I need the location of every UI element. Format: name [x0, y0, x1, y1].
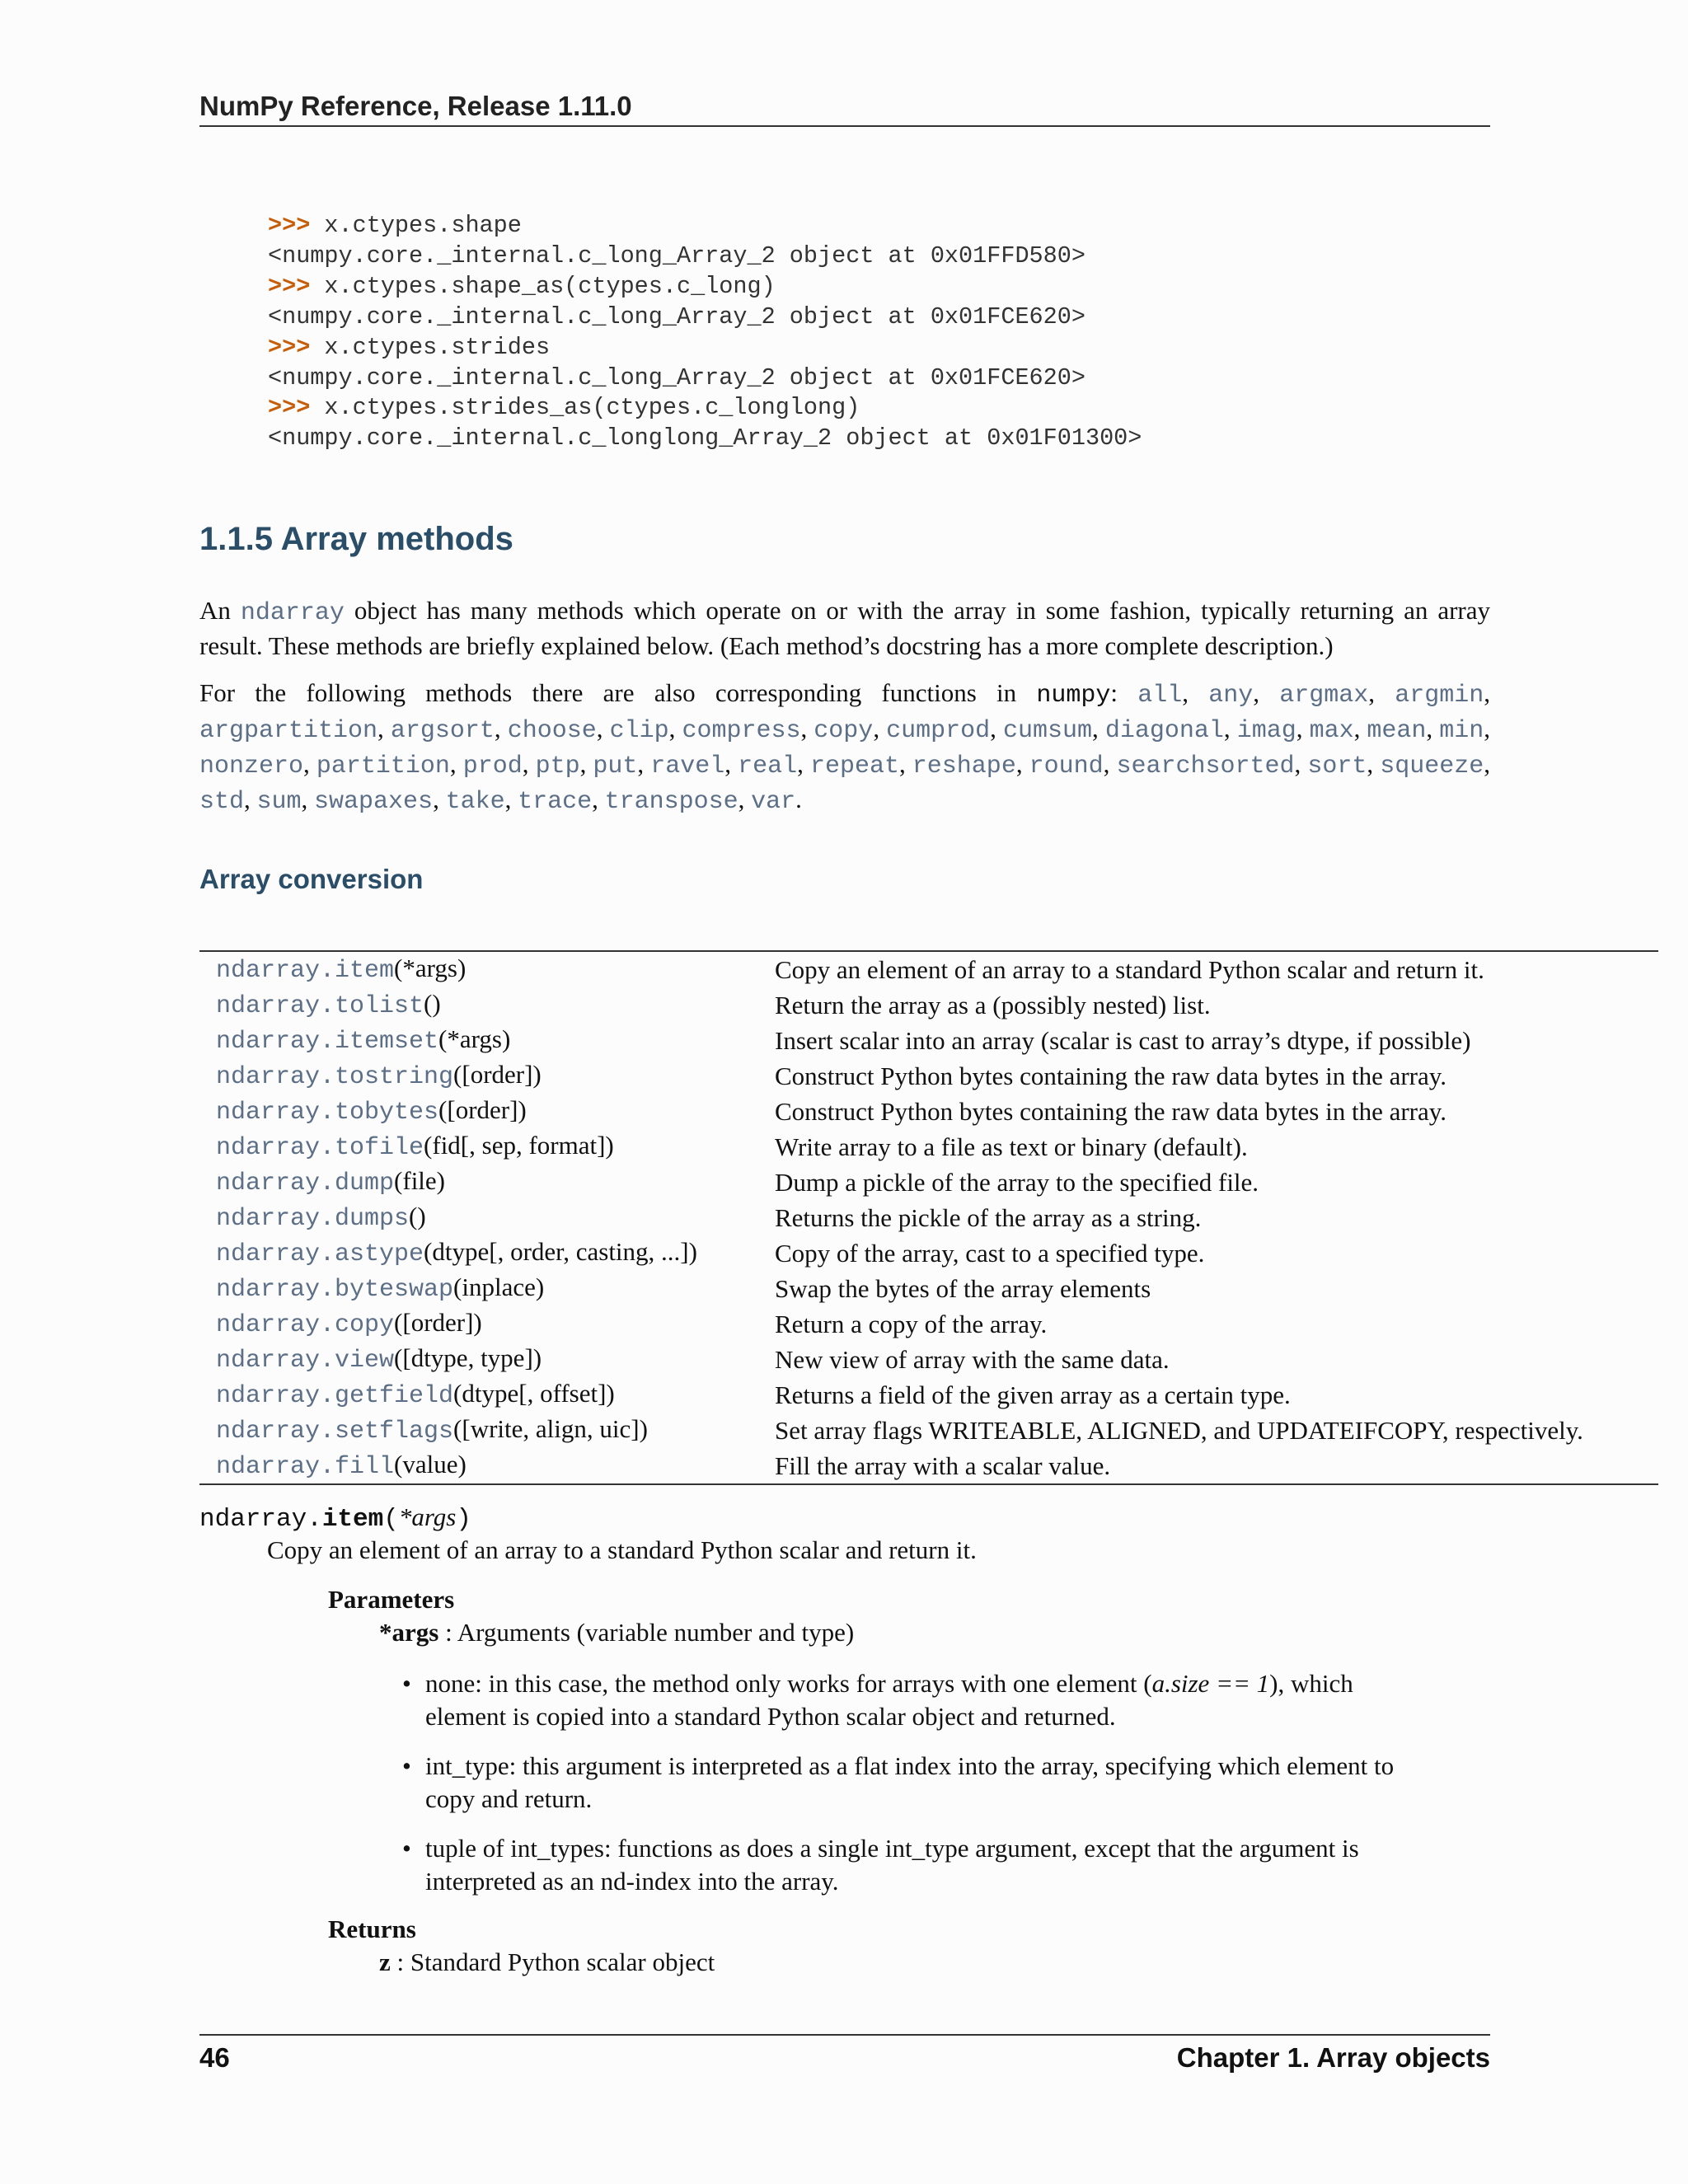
code-prompt: >>>	[268, 272, 325, 300]
method-description: Return the array as a (possibly nested) list.	[775, 990, 1211, 1019]
function-link-all[interactable]: all	[1137, 682, 1183, 710]
function-link-transpose[interactable]: transpose	[604, 788, 738, 816]
code-text: x.ctypes.shape_as(ctypes.c_long)	[324, 272, 776, 300]
function-separator: ,	[579, 749, 593, 778]
function-separator: ,	[377, 714, 391, 743]
code-prompt: >>>	[268, 212, 325, 239]
function-separator: ,	[1367, 749, 1381, 778]
param-name: *args	[379, 1618, 439, 1647]
table-row	[199, 1165, 1658, 1200]
function-separator: ,	[800, 714, 814, 743]
parameters-label: Parameters	[328, 1585, 455, 1614]
method-signature-cell	[199, 1306, 775, 1342]
method-args: ()	[424, 989, 441, 1018]
function-separator: ,	[637, 749, 651, 778]
table-row	[199, 1058, 1658, 1094]
function-separator: ,	[668, 714, 682, 743]
method-args: ([write, align, uic])	[453, 1414, 648, 1443]
bullet-dot: •	[402, 1669, 411, 1698]
returns-label: Returns	[328, 1915, 416, 1943]
method-description: Returns a field of the given array as a certain type.	[775, 1380, 1291, 1409]
function-separator: ,	[1294, 749, 1308, 778]
item-signature-open: (	[383, 1505, 399, 1534]
function-separator: ,	[494, 714, 508, 743]
param-bullet	[402, 1750, 1432, 1816]
method-signature-cell	[199, 951, 775, 987]
function-link-nonzero[interactable]: nonzero	[199, 752, 304, 780]
table-row	[199, 1023, 1658, 1058]
code-input-line	[268, 333, 1142, 363]
function-link-searchsorted[interactable]: searchsorted	[1116, 752, 1295, 780]
function-separator: ,	[596, 714, 610, 743]
method-args: (inplace)	[453, 1272, 545, 1301]
table-row	[199, 1306, 1658, 1342]
function-separator: ,	[797, 749, 810, 778]
method-signature-cell	[199, 1448, 775, 1484]
function-link-partition[interactable]: partition	[316, 752, 450, 780]
param-args	[379, 1618, 854, 1647]
bullet-dot: •	[402, 1834, 411, 1863]
code-text: x.ctypes.shape	[324, 212, 522, 239]
table-row	[199, 1377, 1658, 1413]
function-separator: ,	[1253, 678, 1280, 707]
table-row	[199, 1342, 1658, 1377]
function-link-sum[interactable]: sum	[256, 788, 302, 816]
bullet-text: tuple of int_types: functions as does a single int_type argument, except that the argument is interpreted as an nd-index into the array.	[425, 1834, 1359, 1896]
function-separator: ,	[244, 785, 257, 813]
return-type: Standard Python scalar object	[410, 1947, 715, 1976]
method-link[interactable]: ndarray.getfield	[216, 1382, 454, 1410]
method-link[interactable]: ndarray.tolist	[216, 992, 424, 1020]
section-title: 1.1.5 Array methods	[199, 521, 513, 557]
return-separator: :	[390, 1947, 410, 1976]
function-link-prod[interactable]: prod	[462, 752, 523, 780]
method-link[interactable]: ndarray.dumps	[216, 1205, 410, 1233]
method-signature-cell	[199, 1023, 775, 1058]
method-signature-cell	[199, 1377, 775, 1413]
function-link-std[interactable]: std	[199, 788, 245, 816]
function-link-real[interactable]: real	[738, 752, 798, 780]
method-args: (dtype[, offset])	[453, 1379, 615, 1408]
function-link-sort[interactable]: sort	[1307, 752, 1367, 780]
method-signature-cell	[199, 1129, 775, 1165]
function-link-argpartition[interactable]: argpartition	[199, 717, 378, 745]
method-args: ([order])	[394, 1308, 482, 1337]
function-link-choose[interactable]: choose	[507, 717, 597, 745]
function-link-copy[interactable]: copy	[814, 717, 874, 745]
method-signature-cell	[199, 1094, 775, 1129]
method-args: (*args)	[394, 954, 467, 982]
code-output-line	[268, 241, 1142, 272]
method-description: Write array to a file as text or binary (default).	[775, 1132, 1248, 1161]
method-signature-cell	[199, 1200, 775, 1235]
function-link-swapaxes[interactable]: swapaxes	[314, 788, 434, 816]
method-link[interactable]: ndarray.setflags	[216, 1418, 454, 1446]
function-link-ptp[interactable]: ptp	[535, 752, 580, 780]
function-link-argmin[interactable]: argmin	[1395, 682, 1484, 710]
function-separator: ,	[1426, 714, 1440, 743]
method-signature-cell	[199, 987, 775, 1023]
code-output-line	[268, 424, 1142, 454]
method-args: (dtype[, order, casting, ...])	[424, 1237, 697, 1266]
table-row	[199, 1448, 1658, 1484]
function-separator: ,	[1296, 714, 1310, 743]
method-link[interactable]: ndarray.astype	[216, 1240, 424, 1268]
method-link[interactable]: ndarray.fill	[216, 1453, 395, 1481]
function-separator: ,	[873, 714, 887, 743]
code-input-line	[268, 211, 1142, 241]
bullet-text: int_type: this argument is interpreted as a flat index into the array, specifying which element to copy and return.	[425, 1751, 1395, 1813]
subsection-title: Array conversion	[199, 864, 424, 894]
return-value	[379, 1947, 715, 1977]
code-prompt: >>>	[268, 394, 325, 422]
method-description: Swap the bytes of the array elements	[775, 1273, 1151, 1303]
function-link-round[interactable]: round	[1029, 752, 1104, 780]
method-link[interactable]: ndarray.dump	[216, 1169, 395, 1197]
function-separator: ,	[1484, 749, 1490, 778]
method-description: Insert scalar into an array (scalar is cast to array’s dtype, if possible)	[775, 1025, 1471, 1055]
code-output-line	[268, 363, 1142, 394]
param-type: Arguments (variable number and type)	[457, 1618, 855, 1647]
function-separator: ,	[592, 785, 605, 813]
method-signature-cell	[199, 1413, 775, 1448]
bullet-text-tail: ), which element is copied into a standard Python scalar object and returned.	[425, 1669, 1353, 1731]
item-description: Copy an element of an array to a standard Python scalar and return it.	[267, 1535, 977, 1564]
functions-paragraph	[199, 677, 1490, 818]
method-link[interactable]: ndarray.byteswap	[216, 1276, 454, 1304]
method-link[interactable]: ndarray.tostring	[216, 1063, 454, 1091]
method-description: Returns the pickle of the array as a string.	[775, 1202, 1202, 1232]
code-text: x.ctypes.strides	[324, 333, 551, 361]
bullet-emphasis: a.size == 1	[1151, 1669, 1270, 1698]
functions-colon: :	[1110, 678, 1138, 707]
function-link-clip[interactable]: clip	[609, 717, 669, 745]
function-link-max[interactable]: max	[1309, 717, 1354, 745]
footer-rule	[199, 2034, 1490, 2036]
return-name: z	[379, 1947, 391, 1976]
table-row	[199, 1094, 1658, 1129]
method-description: Copy an element of an array to a standard Python scalar and return it.	[775, 954, 1484, 984]
code-text: <numpy.core._internal.c_longlong_Array_2 object at 0x01F01300>	[268, 424, 1142, 452]
method-args: ()	[409, 1202, 426, 1230]
function-separator: ,	[301, 785, 315, 813]
function-separator: ,	[738, 785, 752, 813]
method-args: ([dtype, type])	[394, 1343, 542, 1372]
function-separator: ,	[1015, 749, 1029, 778]
method-description: Copy of the array, cast to a specified type.	[775, 1238, 1205, 1268]
code-block	[268, 211, 1142, 454]
function-separator: .	[795, 785, 802, 813]
table-row	[199, 1235, 1658, 1271]
item-signature-prefix: ndarray.	[199, 1505, 322, 1534]
function-separator: ,	[1484, 714, 1491, 743]
function-link-argsort[interactable]: argsort	[390, 717, 495, 745]
page-number: 46	[199, 2042, 230, 2073]
method-signature-cell	[199, 1235, 775, 1271]
function-link-mean[interactable]: mean	[1367, 717, 1427, 745]
param-bullet	[402, 1667, 1432, 1733]
method-args: (fid[, sep, format])	[424, 1131, 614, 1160]
method-args: (*args)	[438, 1024, 511, 1053]
method-link[interactable]: ndarray.tobytes	[216, 1099, 439, 1127]
item-signature-close: )	[456, 1505, 471, 1534]
method-description: New view of array with the same data.	[775, 1344, 1170, 1374]
function-link-put[interactable]: put	[593, 752, 638, 780]
param-bullet	[402, 1832, 1432, 1898]
function-separator: ,	[433, 785, 446, 813]
function-link-cumprod[interactable]: cumprod	[886, 717, 991, 745]
method-description: Fill the array with a scalar value.	[775, 1451, 1111, 1480]
function-link-cumsum[interactable]: cumsum	[1003, 717, 1093, 745]
method-signature-cell	[199, 1271, 775, 1306]
bullet-dot: •	[402, 1751, 411, 1780]
method-description: Construct Python bytes containing the raw data bytes in the array.	[775, 1096, 1447, 1126]
method-link[interactable]: ndarray.copy	[216, 1311, 395, 1339]
table-row	[199, 1413, 1658, 1448]
code-input-line	[268, 272, 1142, 302]
method-link[interactable]: ndarray.view	[216, 1347, 395, 1375]
function-link-compress[interactable]: compress	[682, 717, 801, 745]
function-link-repeat[interactable]: repeat	[809, 752, 899, 780]
item-signature-arg: *args	[398, 1502, 457, 1531]
bullet-text: none: in this case, the method only works for arrays with one element (	[425, 1669, 1152, 1698]
running-header: NumPy Reference, Release 1.11.0	[199, 91, 1490, 127]
code-text: <numpy.core._internal.c_long_Array_2 object at 0x01FCE620>	[268, 302, 1085, 330]
function-separator: ,	[522, 749, 536, 778]
function-link-ravel[interactable]: ravel	[650, 752, 725, 780]
code-prompt: >>>	[268, 333, 325, 361]
method-args: ([order])	[438, 1095, 527, 1124]
function-separator: ,	[303, 749, 316, 778]
function-separator: ,	[1484, 678, 1491, 707]
method-signature-cell	[199, 1165, 775, 1200]
numpy-module-name: numpy	[1036, 682, 1111, 710]
method-link[interactable]: ndarray.item	[216, 957, 395, 985]
methods-table	[199, 950, 1658, 1485]
function-separator: ,	[1223, 714, 1237, 743]
method-description: Construct Python bytes containing the raw data bytes in the array.	[775, 1061, 1447, 1090]
param-separator: :	[438, 1618, 457, 1647]
function-link-argmax[interactable]: argmax	[1279, 682, 1369, 710]
function-separator: ,	[1182, 678, 1209, 707]
function-separator: ,	[724, 749, 738, 778]
function-separator: ,	[449, 749, 463, 778]
function-link-min[interactable]: min	[1439, 717, 1484, 745]
function-separator: ,	[1353, 714, 1367, 743]
code-output-line	[268, 302, 1142, 333]
chapter-title: Chapter 1. Array objects	[1176, 2042, 1490, 2073]
function-link-take[interactable]: take	[445, 788, 505, 816]
method-signature-cell	[199, 1058, 775, 1094]
function-separator: ,	[898, 749, 912, 778]
function-link-reshape[interactable]: reshape	[912, 752, 1016, 780]
method-description: Set array flags WRITEABLE, ALIGNED, and UPDATEIFCOPY, respectively.	[775, 1415, 1583, 1445]
code-text: <numpy.core._internal.c_long_Array_2 object at 0x01FFD580>	[268, 241, 1085, 269]
code-text: <numpy.core._internal.c_long_Array_2 object at 0x01FCE620>	[268, 363, 1085, 391]
code-text: x.ctypes.strides_as(ctypes.c_longlong)	[324, 394, 860, 422]
item-signature	[199, 1502, 471, 1534]
method-signature-cell	[199, 1342, 775, 1377]
function-separator: ,	[990, 714, 1003, 743]
intro-text-before: An	[199, 596, 241, 625]
function-link-trace[interactable]: trace	[518, 788, 593, 816]
function-link-diagonal[interactable]: diagonal	[1104, 717, 1224, 745]
table-row	[199, 1129, 1658, 1165]
table-row	[199, 951, 1658, 987]
function-link-imag[interactable]: imag	[1236, 717, 1296, 745]
method-link[interactable]: ndarray.tofile	[216, 1134, 424, 1162]
method-args: (value)	[394, 1450, 467, 1479]
function-separator: ,	[504, 785, 518, 813]
method-args: ([order])	[453, 1060, 542, 1089]
functions-intro-text: For the following methods there are also corresponding functions in	[199, 678, 1037, 707]
code-input-line	[268, 393, 1142, 424]
function-link-var[interactable]: var	[751, 788, 796, 816]
table-row	[199, 1200, 1658, 1235]
method-args: (file)	[394, 1166, 446, 1195]
function-separator: ,	[1368, 678, 1395, 707]
intro-paragraph	[199, 594, 1490, 663]
intro-text-after: object has many methods which operate on or with the array in some fashion, typically returning an array result. These methods are briefly explained below. (Each method’s docstring has a more complete description.)	[199, 596, 1490, 660]
method-link[interactable]: ndarray.itemset	[216, 1028, 439, 1056]
item-signature-name: item	[321, 1505, 384, 1534]
method-description: Return a copy of the array.	[775, 1309, 1048, 1338]
method-description: Dump a pickle of the array to the specified file.	[775, 1167, 1259, 1197]
function-link-squeeze[interactable]: squeeze	[1380, 752, 1484, 780]
ndarray-link[interactable]: ndarray	[240, 599, 345, 627]
table-row	[199, 987, 1658, 1023]
table-row	[199, 1271, 1658, 1306]
function-separator: ,	[1092, 714, 1105, 743]
function-link-any[interactable]: any	[1208, 682, 1254, 710]
function-separator: ,	[1103, 749, 1117, 778]
